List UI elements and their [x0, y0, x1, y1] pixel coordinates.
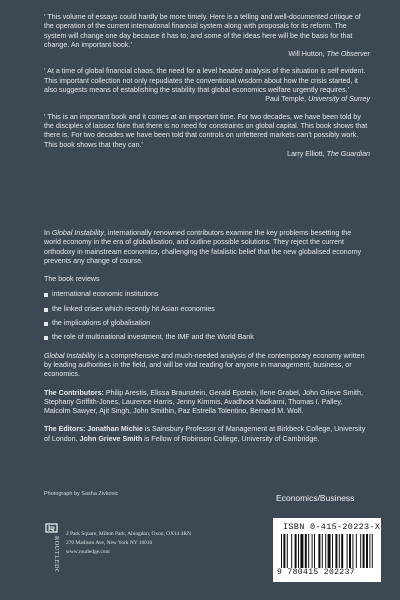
category-label: Economics/Business	[276, 493, 355, 503]
quote-source: The Guardian	[326, 149, 370, 158]
review-quote	[44, 13, 370, 59]
address-line: 270 Madison Ave, New York NY 10016	[66, 540, 153, 546]
contributors-paragraph	[44, 389, 366, 417]
intro-prefix: In	[44, 229, 52, 237]
list-item: the linked crises which recently hit Asian economies	[44, 305, 366, 314]
barcode-bar	[363, 534, 365, 568]
barcode-bar	[314, 534, 315, 568]
barcode-bar	[369, 534, 370, 568]
barcode-bar	[328, 534, 331, 568]
quote-attribution	[44, 150, 370, 159]
quote-attribution	[44, 95, 370, 104]
editor-name: Jonathan Michie	[87, 425, 143, 434]
quote-attribution	[44, 50, 370, 59]
barcode-number: 9 780415 202237	[277, 568, 356, 577]
contributors-label: The Contributors:	[44, 388, 104, 397]
barcode-bar	[325, 534, 326, 568]
barcode-bar	[300, 534, 303, 568]
intro-text: , internationally renowned contributors examine the key problems besetting the world economy in the era of globalisation, and outline possible solutions. They reject the current orthodoxy in mainstream economics, challenging the fatalistic belief that the new globalised economy prevents any change of course.	[44, 229, 362, 265]
barcode-bar	[312, 534, 313, 568]
book-title: Global Instability	[44, 351, 97, 360]
publisher-logo	[44, 522, 64, 577]
barcode-bar	[335, 534, 337, 568]
editors-label: The Editors:	[44, 425, 86, 434]
contributors-names: Philip Arestis, Elissa Braunstein, Gerald Epstein, Ilene Grabel, John Grieve Smith, Stephany Griffith-Jones, Laurence Harris, Jenny Kimmis, Avadhoot Nadkarni, Thomas I. Palley, Malcolm Sawyer, Ajit Singh, John Smithin, Paz Estrella Tolentino, Bernard M. Wolf.	[44, 388, 363, 416]
quote-text: ‘ This volume of essays could hardly be more timely. Here is a telling and well-documented critique of the operation of the current international financial system along with proposals for its reform. The system will change one day because it has to; and some of the ideas here will be the basis for that change. An important book.’	[44, 13, 361, 49]
list-item: international economic institutions	[44, 290, 366, 299]
barcode-bar	[295, 534, 297, 568]
publisher-address	[66, 530, 191, 557]
list-item: the implications of globalisation	[44, 319, 366, 328]
editor-bio: is Fellow of Robinson College, University of Cambridge.	[142, 434, 320, 443]
list-item: the role of multinational investment, the IMF and the World Bank	[44, 333, 366, 342]
summary-paragraph	[44, 352, 366, 380]
barcode-bar	[366, 534, 368, 568]
address-line: 2 Park Square, Milton Park, Abingdon, Oxon, OX14 4RN	[66, 531, 191, 537]
review-quotes	[44, 13, 370, 167]
barcode-bar	[349, 534, 351, 568]
barcode-bar	[298, 534, 299, 568]
photo-credit: Photograph by Sasha Zivkovic	[44, 491, 119, 497]
barcode-bar	[305, 534, 307, 568]
review-quote	[44, 67, 370, 104]
review-quote	[44, 113, 370, 159]
reviews-list	[44, 290, 366, 342]
barcode-bar	[360, 534, 361, 568]
barcode-bar	[281, 534, 282, 568]
publisher-website: www.routledge.com	[66, 549, 110, 555]
editor-name: John Grieve Smith	[79, 434, 143, 443]
barcode-bar	[287, 534, 288, 568]
barcode-icon	[281, 534, 373, 568]
quote-author: Larry Elliott,	[287, 149, 325, 158]
barcode-bar	[322, 534, 323, 568]
barcode-bar	[332, 534, 333, 568]
barcode-bar	[308, 534, 309, 568]
quote-author: Paul Temple,	[265, 95, 307, 104]
quote-source: The Observer	[326, 50, 370, 59]
quote-source: University of Surrey	[308, 95, 370, 104]
summary-text: is a comprehensive and much-needed analysis of the contemporary economy written by leading authorities in the field, and will be vital reading for anyone in management, business, or economics.	[44, 351, 365, 379]
barcode-bar	[372, 534, 373, 568]
intro-paragraph	[44, 229, 366, 266]
barcode-bar	[347, 534, 348, 568]
isbn-number: ISBN 0-415-20223-X	[283, 522, 381, 532]
editors-paragraph	[44, 425, 366, 444]
barcode-bar	[291, 534, 292, 568]
editor-bio: is Sainsbury Professor of Management at Birkbeck College, University of London.	[44, 425, 366, 443]
barcode-bar	[318, 534, 320, 568]
isbn-barcode	[273, 518, 381, 582]
reviews-label: The book reviews	[44, 275, 100, 284]
quote-text: ‘ This is an important book and it comes at an important time. For two decades, we have been told by the disciples of laissez faire that there is no need for constraints on global capital. This book shows that there is. For two decades we have been told that controls on unfettered markets can’t possibly work. This book shows that they can.’	[44, 112, 368, 149]
book-title: Global Instability	[51, 229, 104, 237]
barcode-bar	[283, 534, 285, 568]
routledge-logo-icon	[44, 522, 64, 572]
logo-wordmark: ROUTLEDGE	[53, 536, 60, 572]
barcode-bar	[356, 534, 357, 568]
book-description	[44, 229, 366, 453]
barcode-bar	[339, 534, 340, 568]
quote-author: Will Hutton,	[288, 50, 325, 59]
barcode-bar	[352, 534, 353, 568]
quote-text: ‘ At a time of global financial chaos, the need for a level headed analysis of the situation is self evident. This important collection not only repudiates the conventional wisdom about how the crisis started, it also suggests means of establishing the stability that global economics welfare urgently requires.’	[44, 67, 366, 95]
barcode-bar	[341, 534, 343, 568]
